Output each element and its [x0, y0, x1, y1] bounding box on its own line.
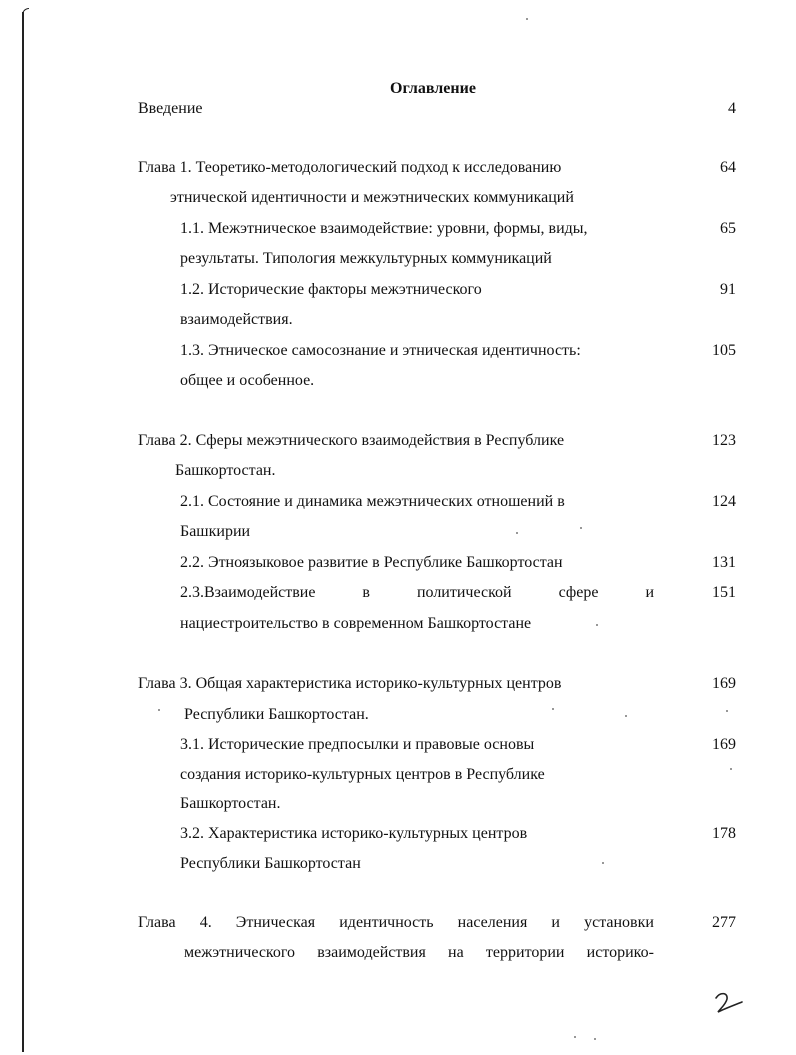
toc-intro-page: 4	[728, 100, 736, 117]
toc-ch3-s2-line1: 3.2. Характеристика историко-культурных центров	[180, 825, 528, 842]
toc-word: идентичность	[339, 914, 434, 931]
toc-ch2-page: 123	[712, 432, 736, 449]
scan-speck	[580, 527, 582, 529]
toc-ch3-page: 169	[712, 675, 736, 692]
toc-ch1-s2-line1: 1.2. Исторические факторы межэтнического	[180, 281, 482, 298]
toc-ch1-s3-page: 105	[712, 342, 736, 359]
toc-ch4-line2	[184, 943, 654, 963]
toc-ch2-s2-page: 131	[712, 554, 736, 571]
toc-word: на	[448, 944, 464, 961]
toc-ch3-s1-line2: создания историко-культурных центров в Республике	[180, 766, 545, 783]
toc-ch2-s2-line1: 2.2. Этноязыковое развитие в Республике Башкортостан	[180, 554, 563, 571]
toc-word: территории	[485, 944, 565, 961]
toc-ch1-s2-page: 91	[720, 281, 736, 298]
toc-ch2-s3-line1	[180, 583, 654, 603]
toc-ch2-s1-line2: Башкирии	[180, 523, 251, 540]
toc-ch1-s1-line1: 1.1. Межэтническое взаимодействие: уровни, формы, виды,	[180, 220, 588, 237]
toc-word: и	[551, 914, 560, 931]
scan-speck	[594, 1038, 596, 1040]
scan-speck	[625, 715, 627, 717]
scan-speck	[726, 710, 728, 712]
toc-ch3-s1-line1: 3.1. Исторические предпосылки и правовые основы	[180, 736, 535, 753]
toc-ch1-s3-line2: общее и особенное.	[180, 372, 315, 389]
scan-speck	[602, 862, 604, 864]
toc-word: межэтнического	[184, 944, 296, 961]
toc-ch3-line2: Республики Башкортостан.	[184, 706, 369, 723]
toc-word: Глава	[138, 914, 176, 931]
toc-ch1-line2: этнической идентичности и межэтнических коммуникаций	[170, 189, 574, 206]
scan-speck	[552, 708, 554, 710]
toc-ch1-s2-line2: взаимодействия.	[180, 311, 293, 328]
scan-speck	[158, 709, 160, 711]
scan-speck	[730, 768, 732, 770]
toc-word: установки	[584, 914, 654, 931]
toc-ch3-line1: Глава 3. Общая характеристика историко-культурных центров	[138, 675, 562, 692]
toc-word: населения	[457, 914, 528, 931]
scan-speck	[516, 532, 518, 534]
toc-ch1-s1-line2: результаты. Типология межкультурных коммуникаций	[180, 250, 552, 267]
handwritten-page-mark	[712, 990, 746, 1016]
toc-title: Оглавление	[390, 80, 476, 97]
toc-ch2-s1-page: 124	[712, 493, 736, 510]
toc-ch2-line2: Башкортостан.	[175, 462, 276, 479]
toc-word: историко-	[586, 944, 654, 961]
toc-ch3-s2-page: 178	[712, 825, 736, 842]
scan-speck	[596, 624, 598, 626]
binding-edge-line	[22, 12, 24, 1052]
toc-word: 2.3.Взаимодействие	[180, 584, 316, 601]
toc-ch2-s3-page: 151	[712, 584, 736, 601]
toc-word: политической	[416, 584, 512, 601]
toc-ch1-s3-line1: 1.3. Этническое самосознание и этническая идентичность:	[180, 342, 581, 359]
toc-intro-label: Введение	[138, 100, 203, 117]
scan-speck	[526, 18, 528, 20]
toc-ch3-s1-line3: Башкортостан.	[180, 795, 281, 812]
toc-ch3-s1-page: 169	[712, 736, 736, 753]
scan-speck	[574, 1036, 576, 1038]
toc-word: Этническая	[235, 914, 316, 931]
toc-ch4-page: 277	[712, 914, 736, 931]
toc-word: в	[362, 584, 370, 601]
toc-word: и	[645, 584, 654, 601]
toc-word: сфере	[558, 584, 599, 601]
toc-ch1-line1: Глава 1. Теоретико-методологический подход к исследованию	[138, 159, 562, 176]
toc-word: 4.	[199, 914, 212, 931]
toc-ch1-page: 64	[720, 159, 736, 176]
toc-word: взаимодействия	[317, 944, 426, 961]
toc-ch1-s1-page: 65	[720, 220, 736, 237]
toc-ch2-s3-line2: нациестроительство в современном Башкортостане	[180, 615, 532, 632]
toc-ch3-s2-line2: Республики Башкортостан	[180, 855, 361, 872]
toc-ch4-line1	[138, 913, 654, 933]
toc-ch2-s1-line1: 2.1. Состояние и динамика межэтнических отношений в	[180, 493, 565, 510]
toc-ch2-line1: Глава 2. Сферы межэтнического взаимодействия в Республике	[138, 432, 565, 449]
